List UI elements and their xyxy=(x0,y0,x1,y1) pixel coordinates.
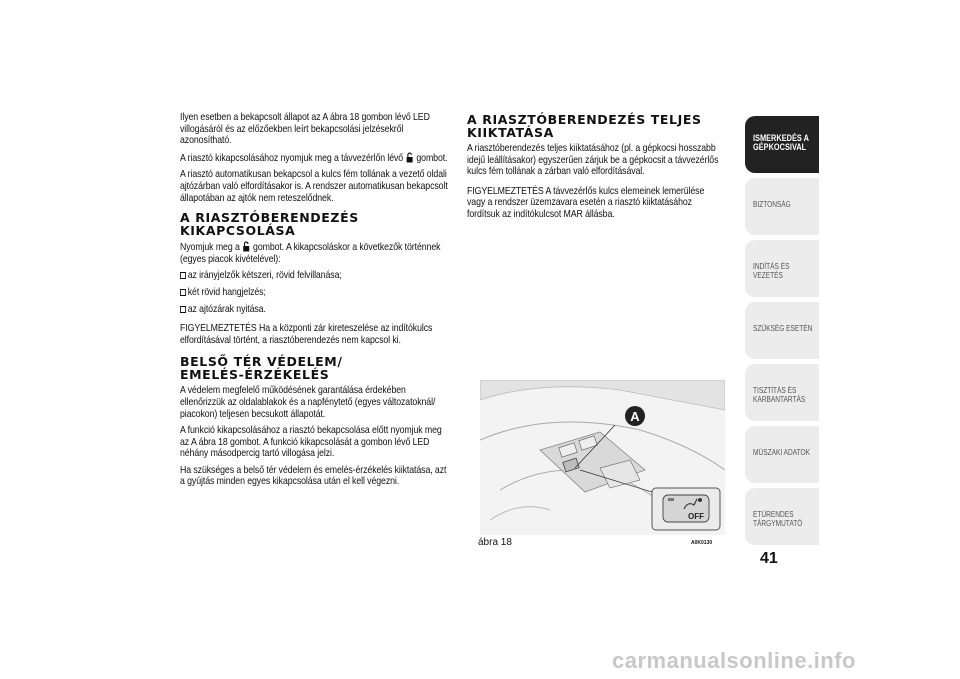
paragraph: FIGYELMEZTETÉS Ha a központi zár kireteszelése az indítókulcs elfordításával történt, a riasztóberendezés nem kapcsol ki. xyxy=(180,323,433,346)
paragraph xyxy=(180,241,451,265)
tab-label: INDÍTÁS ÉS VEZETÉS xyxy=(753,262,790,280)
figure-caption: ábra 18 xyxy=(478,537,512,548)
list-item xyxy=(180,304,451,316)
text: két rövid hangjelzés; xyxy=(187,286,266,298)
text: gombot. A kikapcsoláskor a következők történnek (egyes piacok kivételével): xyxy=(180,242,441,265)
section-heading xyxy=(180,212,452,237)
checkbox-bullet-icon xyxy=(180,306,186,313)
heading-line: A RIASZTÓBERENDEZÉS TELJES xyxy=(467,112,702,127)
checkbox-bullet-icon xyxy=(180,272,186,279)
text: az irányjelzők kétszeri, rövid felvillanása; xyxy=(187,270,342,282)
text: gombot. xyxy=(416,152,448,164)
tab-targymutato[interactable] xyxy=(745,488,819,545)
section-heading xyxy=(467,114,725,139)
left-column xyxy=(180,112,452,493)
heading-line: KIKAPCSOLÁSA xyxy=(180,222,296,238)
tab-biztonsag[interactable] xyxy=(745,178,819,235)
paragraph: Ha szükséges a belső tér védelem és emelés-érzékelés kiiktatása, azt a gyújtás minden egyes kikapcsolása után el kell végezni. xyxy=(180,464,447,488)
paragraph: Ilyen esetben a bekapcsolt állapot az A ábra 18 gombon lévő LED villogásáról és az előzőekben leírt bekapcsolási jelzésekről azonosítható. xyxy=(180,112,430,147)
section-tabs xyxy=(745,116,819,550)
figure-code: A0K0130 xyxy=(691,540,713,546)
tab-label: ETŰRENDES TÁRGYMUTATÓ xyxy=(753,510,803,528)
text: A riasztó kikapcsolásához nyomjuk meg a távvezérlőn lévő xyxy=(180,152,404,164)
heading-line: KIIKTATÁSA xyxy=(467,124,554,140)
tab-label: ISMERKEDÉS A GÉPKOCSIVAL xyxy=(753,133,809,152)
tab-label: MŰSZAKI ADATOK xyxy=(753,448,810,457)
text: az ajtózárak nyitása. xyxy=(187,303,266,315)
led-indicator xyxy=(668,498,674,501)
roof-console-illustration xyxy=(480,380,725,535)
paragraph: A védelem megfelelő működésének garantálása érdekében ellenőrizzük az oldalablakok és a napfénytető (egyes változatoknál/ piacokon) teljesen becsukott állapotát. xyxy=(180,385,436,420)
paragraph xyxy=(180,152,451,165)
heading-line: A RIASZTÓBERENDEZÉS xyxy=(180,210,359,226)
paragraph: A funkció kikapcsolásához a riasztó bekapcsolása előtt nyomjuk meg az A ábra 18 gombot. A funkció kikapcsolását a gombon lévő LED néhány másodpercig tartó villogása jelzi. xyxy=(180,425,442,460)
lock-open-icon xyxy=(406,152,413,163)
off-button-label: OFF xyxy=(688,512,704,521)
tab-label: SZÜKSÉG ESETÉN xyxy=(753,324,813,333)
callout-a-label: A xyxy=(630,409,640,424)
tab-muszaki[interactable] xyxy=(745,426,819,483)
tab-label: BIZTONSÁG xyxy=(753,200,791,209)
checkbox-bullet-icon xyxy=(180,289,186,296)
tab-label: TISZTÍTÁS ÉS KARBANTARTÁS xyxy=(753,386,806,404)
tab-inditas[interactable] xyxy=(745,240,819,297)
text: Nyomjuk meg a xyxy=(180,242,240,254)
heading-line: BELSŐ TÉR VÉDELEM/ xyxy=(180,354,343,370)
section-heading xyxy=(180,356,452,381)
paragraph: FIGYELMEZTETÉS A távvezérlős kulcs elemeinek lemerülése vagy a rendszer üzemzavara esetén a riasztó kiiktatásához fordítsuk az indítókulcsot MAR állásba. xyxy=(467,185,705,220)
figure-18 xyxy=(480,380,725,535)
list-item xyxy=(180,270,451,282)
page-number: 41 xyxy=(760,550,778,567)
tab-szukseg[interactable] xyxy=(745,302,819,359)
heading-line: EMELÉS-ÉRZÉKELÉS xyxy=(180,366,330,382)
lock-open-icon xyxy=(243,241,250,252)
list-item xyxy=(180,287,451,299)
paragraph: A riasztóberendezés teljes kiiktatásához (pl. a gépkocsi hosszabb idejű leállításakor) egyszerűen zárjuk be a gépkocsit a távvezérlős kulcs fém tollának a zárban való elfordításával. xyxy=(467,143,719,178)
watermark: carmanualsonline.info xyxy=(612,648,856,673)
tab-ismerkedes[interactable] xyxy=(745,116,819,173)
paragraph: A riasztó automatikusan bekapcsol a kulcs fém tollának a vezető oldali ajtózárban való elfordításakor is. A rendszer automatikusan bekapcsolt állapotában az ajtók nem reteszelődnek. xyxy=(180,169,448,204)
tab-tisztitas[interactable] xyxy=(745,364,819,421)
right-column xyxy=(467,112,725,226)
